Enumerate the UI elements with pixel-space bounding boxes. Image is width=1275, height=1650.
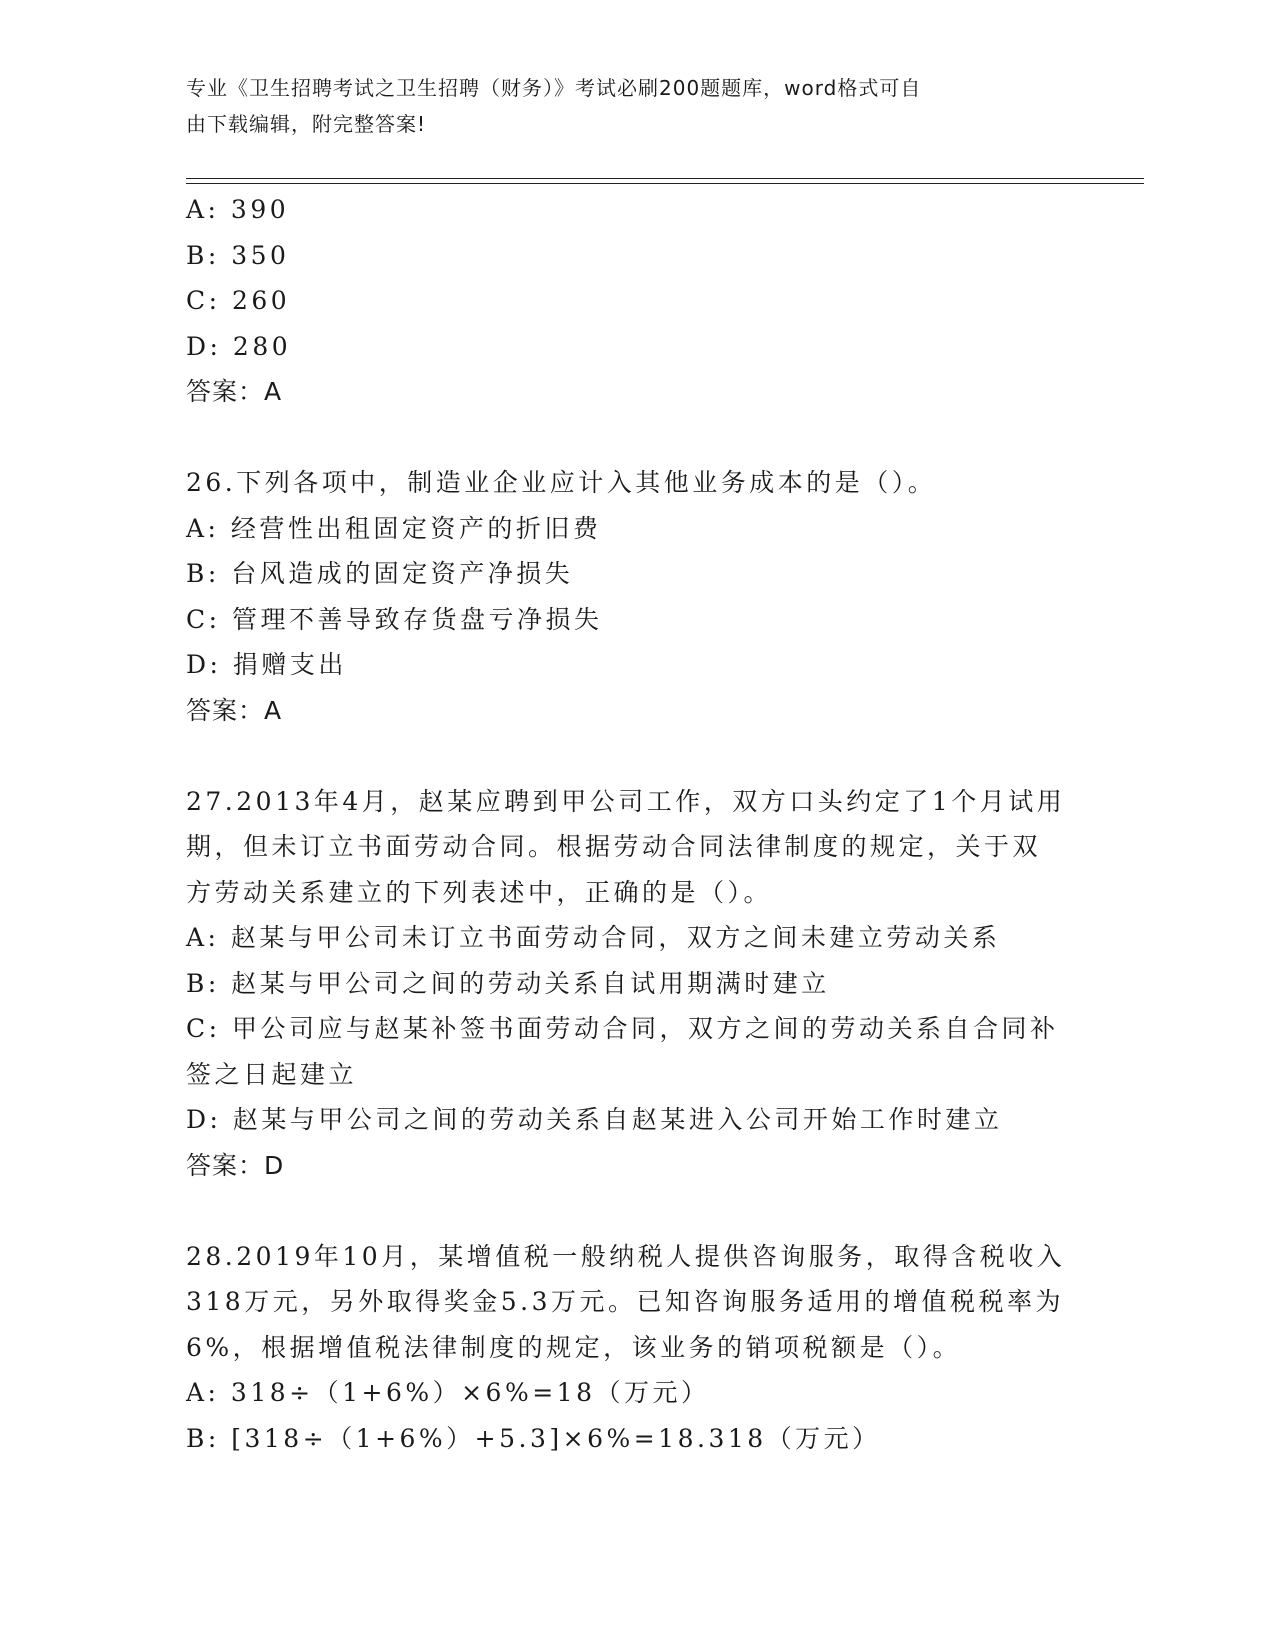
- header-title-line-1: 专业《卫生招聘考试之卫生招聘（财务）》考试必刷200题题库，word格式可自: [186, 76, 922, 100]
- question-text: 期，但未订立书面劳动合同。根据劳动合同法律制度的规定，关于双: [186, 832, 1042, 861]
- question-text: 28.2019年10月，某增值税一般纳税人提供咨询服务，取得含税收入: [186, 1241, 1066, 1271]
- document-header: [186, 70, 1086, 142]
- answer: 答案：A: [186, 377, 283, 406]
- option-b: B: 台风造成的固定资产净损失: [186, 559, 574, 588]
- question-text: 方劳动关系建立的下列表述中，正确的是（）。: [186, 877, 773, 907]
- option-c-continued: 签之日起建立: [186, 1059, 358, 1089]
- option-a: A: 赵某与甲公司未订立书面劳动合同，双方之间未建立劳动关系: [186, 923, 1001, 952]
- question-text: 6%，根据增值税法律制度的规定，该业务的销项税额是（）。: [186, 1332, 962, 1362]
- question-block-26: [186, 460, 1116, 733]
- header-rule-top: [186, 178, 1144, 179]
- option-d: D: 赵某与甲公司之间的劳动关系自赵某进入公司开始工作时建立: [186, 1105, 1003, 1134]
- question-text: 27.2013年4月，赵某应聘到甲公司工作，双方口头约定了1个月试用: [186, 786, 1066, 816]
- option-c: C: 260: [186, 286, 291, 315]
- option-c: C: 管理不善导致存货盘亏净损失: [186, 604, 603, 634]
- block-spacer: [186, 415, 1116, 461]
- option-d: D: 捐赠支出: [186, 650, 347, 679]
- option-b: B: [318÷（1+6%）+5.3]×6%=18.318（万元）: [186, 1423, 881, 1453]
- answer: 答案：D: [186, 1150, 285, 1180]
- document-body: [186, 187, 1116, 1461]
- option-a: A: 318÷（1+6%）×6%=18（万元）: [186, 1378, 710, 1407]
- answer: 答案：A: [186, 695, 283, 725]
- question-text: 318万元，另外取得奖金5.3万元。已知咨询服务适用的增值税税率为: [186, 1287, 1064, 1316]
- block-spacer: [186, 1188, 1116, 1234]
- option-a: A: 经营性出租固定资产的折旧费: [186, 513, 602, 543]
- option-c: C: 甲公司应与赵某补签书面劳动合同，双方之间的劳动关系自合同补: [186, 1014, 1059, 1043]
- option-d: D: 280: [186, 331, 292, 361]
- option-a: A: 390: [186, 195, 290, 224]
- block-spacer: [186, 733, 1116, 779]
- option-b: B: 赵某与甲公司之间的劳动关系自试用期满时建立: [186, 968, 830, 998]
- question-block-28: [186, 1234, 1116, 1462]
- question-block-25: [186, 187, 1116, 415]
- header-title-line-2: 由下载编辑，附完整答案!: [186, 112, 427, 136]
- header-rule-bottom: [186, 183, 1144, 184]
- question-text: 26.下列各项中，制造业企业应计入其他业务成本的是（）。: [186, 468, 937, 497]
- question-block-27: [186, 779, 1116, 1189]
- option-b: B: 350: [186, 240, 290, 270]
